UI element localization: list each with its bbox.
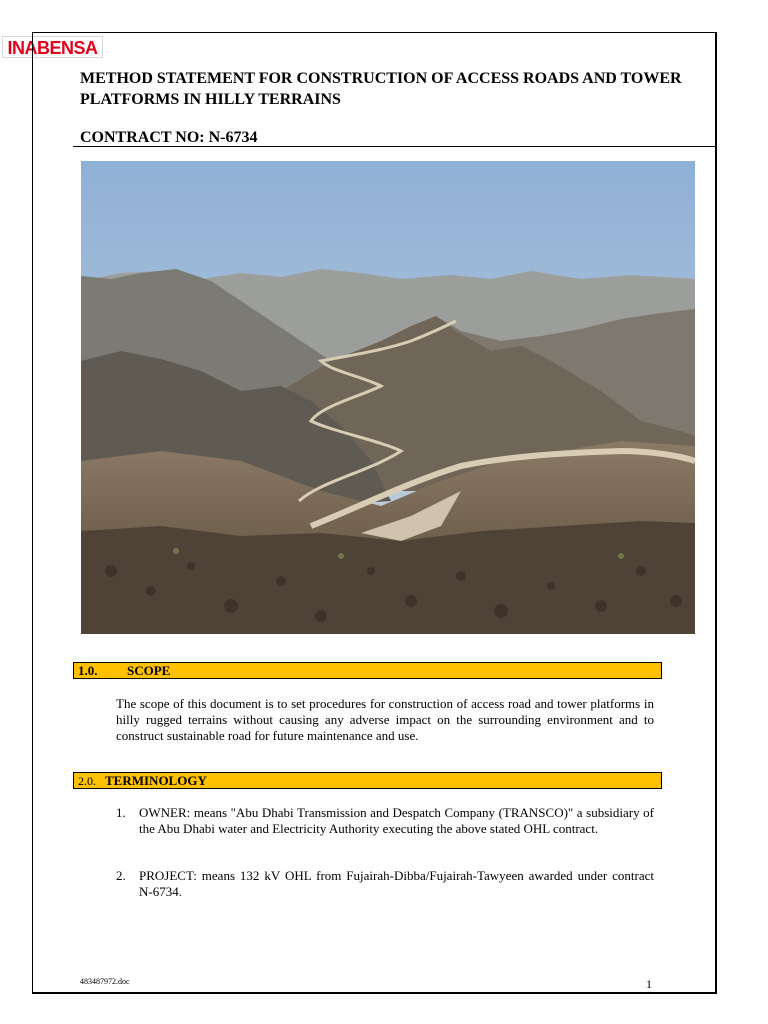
list-item [116,868,654,900]
title-divider [73,146,716,147]
list-marker: 1. [116,805,126,820]
section-scope-heading [73,662,662,679]
footer-page-number: 1 [646,977,652,991]
section-title: TERMINOLOGY [105,773,207,788]
section-title: SCOPE [127,663,171,678]
list-item-text: OWNER: means "Abu Dhabi Transmission and Despatch Company (TRANSCO)" a subsidiary of the Abu Dhabi water and Electricity Authority executing the above stated OHL contract. [139,805,654,836]
section-terminology-heading [73,772,662,789]
section-number: 2.0. [78,774,96,788]
list-marker: 2. [116,868,126,883]
scope-paragraph: The scope of this document is to set procedures for construction of access road and tower platforms in hilly rugged terrains without causing any adverse impact on the surrounding environment and to construct sustainable road for future maintenance and use. [116,696,654,743]
contract-number: CONTRACT NO: N-6734 [80,129,258,146]
section-number: 1.0. [78,663,98,678]
list-item [116,805,654,837]
footer-filename: 483487972.doc [80,977,130,986]
terrain-photo [81,161,695,634]
company-logo: INABENSA [2,36,103,58]
document-title: METHOD STATEMENT FOR CONSTRUCTION OF ACCESS ROADS AND TOWER PLATFORMS IN HILLY TERRAINS [80,70,682,108]
list-item-text: PROJECT: means 132 kV OHL from Fujairah-Dibba/Fujairah-Tawyeen awarded under contract N-6734. [139,868,654,899]
